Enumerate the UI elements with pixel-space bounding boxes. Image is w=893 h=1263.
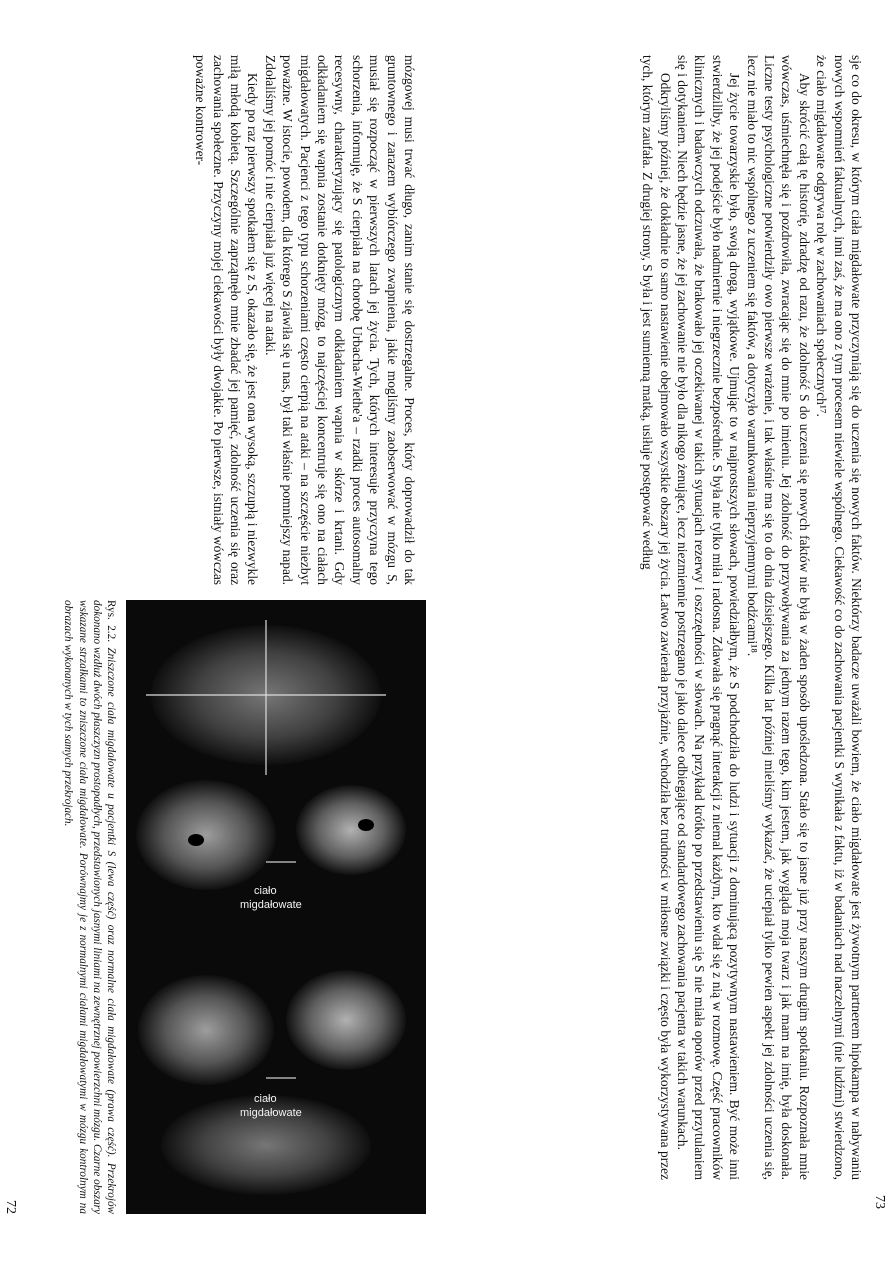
page-73: [447, 0, 893, 1263]
paragraph: Kiedy po raz pierwszy spotkałem się z S, okazało się, że jest ona wysoką, szczupłą i niezwykle miłą młodą kobietą. Szczególnie zaprzątnęło mnie zbadać jej pamięć, zdolność uczenia się oraz zachowania społeczne. Przyczyny mojej ciekawości były dwojakie. Po pierwsze, istniały wówczas poważne kontrower-: [193, 55, 261, 585]
page-72: [0, 0, 446, 1263]
mri-image: [126, 600, 426, 1214]
paragraph: sje co do okresu, w którym ciała migdałowate przyczyniają się do uczenia się nowych faktów. Niektórzy badacze uważali bowiem, że ciało migdałowate jest żywotnym partnerem hipokampa w nabywaniu nowych wspomnień faktualnych, inni zaś, że ma ono z tym procesem niewiele wspólnego. Ciekawość co do zachowania pacjentki S wynikała z faktu, iż w badaniach nad naczelnymi (nie ludźmi) stwierdzono, że ciało migdałowate odgrywa rolę w zachowaniach społecznych¹⁷.: [814, 55, 864, 1180]
brain-scan-figure: [126, 600, 426, 1214]
page-number: 72: [3, 1200, 18, 1214]
patient-brain: [136, 620, 406, 890]
body-text: [475, 55, 865, 1180]
paragraph: Odkryliśmy później, że dokładnie to samo nastawienie obejmowało wszystkie obszary jej życia. Łatwo zawierała przyjaźnie, wchodziła bez trudności w miłosne związki i często była wykorzystywana przez tych, którym zaufała. Z drugiej strony, S była i jest sumienną matką, usiłuje postępować według: [640, 55, 673, 1180]
figure-label-left: ciało: [254, 885, 277, 897]
control-brain: [138, 970, 406, 1195]
figure-caption-text: Zniszczone ciała migdałowate u pacjentki S (lewa część) oraz normalne ciała migdałowate (prawa część). Przekrojów dokonano wzdłuż dwóch płaszczyzn prostopadłych, przedstawionych jasnymi liniami na zewnętrznej powierzchni mózgu. Czarne obszary wskazane strzałkami to zniszczone ciała migdałowate. Porównajmy je z normalnymi ciałami migdałowatymi w mózgu kontrolnym na obrazach wykonanych w tych samych przekrojach.: [62, 600, 117, 1214]
body-text: [28, 55, 418, 585]
figure-label-right-2: migdałowate: [240, 1107, 302, 1119]
paragraph: Aby skrócić całą tę historię, zdradzę od razu, że zdolność S do uczenia się nowych faktów nie była w żaden sposób upośledzona. Stało się to jasne już przy naszym drugim spotkaniu. Rozpoznała mnie wówczas, uśmiechnęła się i pozdrowiła, zwracając się do mnie po imieniu. Jej zdolność do przywoływania za jednym razem tego, kim jestem, jak wygląda moja twarz i jak mam na imię, była doskonała. Liczne testy psychologiczne potwierdziły owo pierwsze wrażenie, i tak właśnie ma się to do dnia dzisiejszego. Kilka lat później mieliśmy wykazać, że uciepiał tylko pewien aspekt jej zdolności uczenia się, lecz nie miało to nic wspólnego z uczeniem się faktów, a dotyczyło warunkowania nieprzyjemnymi bodźcami¹⁸.: [744, 55, 812, 1180]
paragraph: Jej życie towarzyskie było, swoją drogą, wyjątkowe. Ujmując to w najprostszych słowach, powiedziałbym, że S podchodziła do ludzi i sytuacji z dominującą pozytywnym nastawieniem. Być może inni stwierdziliby, że jej podejście było nadmiernie i niegrzecznie bezpośrednie. S była nie tylko miła i radosna. Zdawała się pragnąć interakcji z niemal każdym, kto wdał się z nią w rozmowę. Część pracowników klinicznych i badawczych odczuwała, że brakowało jej oczekiwanej w takich sytuacjach rezerwy i oszczędności w słowach. Na przykład krótko po przedstawieniu się S nie miała oporów przed przytulaniem się i dotykaniem. Niech będzie jasne, że jej zachowanie nie było dla nikogo żenujące, lecz niezmiennie postrzegano je jako dalece odbiegające od standardowego zachowania pacjenta w takich warunkach.: [674, 55, 743, 1180]
figure-label-left-2: migdałowate: [240, 899, 302, 911]
figure-number: Rys. 2.2.: [105, 600, 117, 642]
page-number: 73: [872, 1195, 887, 1209]
paragraph: mózgowej musi trwać długo, zanim stanie się dostrzegalne. Proces, który doprowadził do tak gruntownego i zarazem wybiórczego zwapnienia, jakie mogliśmy zaobserwować w mózgu S, musiał się rozpocząć w pierwszych latach jej życia. Tych, których interesuje przyczyna tego schorzenia, informuję, że S cierpiała na chorobę Urbacha-Wiethe'a – rzadki proces autosomalny recesywny, charakteryzujący się patologicznym odkładaniem wapnia w skórze i krtani. Gdy odkładaniem się wapnia zostanie dotknięty mózg, to najczęściej koncentruje się ono na ciałach migdałowatych. Pacjenci z tego typu schorzeniami często cierpią na ataki – na szczęście niezbyt poważne. W istocie, powodem, dla którego S zjawiła się u nas, był taki właśnie pomniejszy napad. Zdołaliśmy jej pomóc i nie cierpiała już więcej na ataki.: [262, 55, 417, 585]
figure-caption: [61, 600, 118, 1214]
mri-drawing: [126, 600, 426, 1214]
figure-label-right: ciało: [254, 1093, 277, 1105]
